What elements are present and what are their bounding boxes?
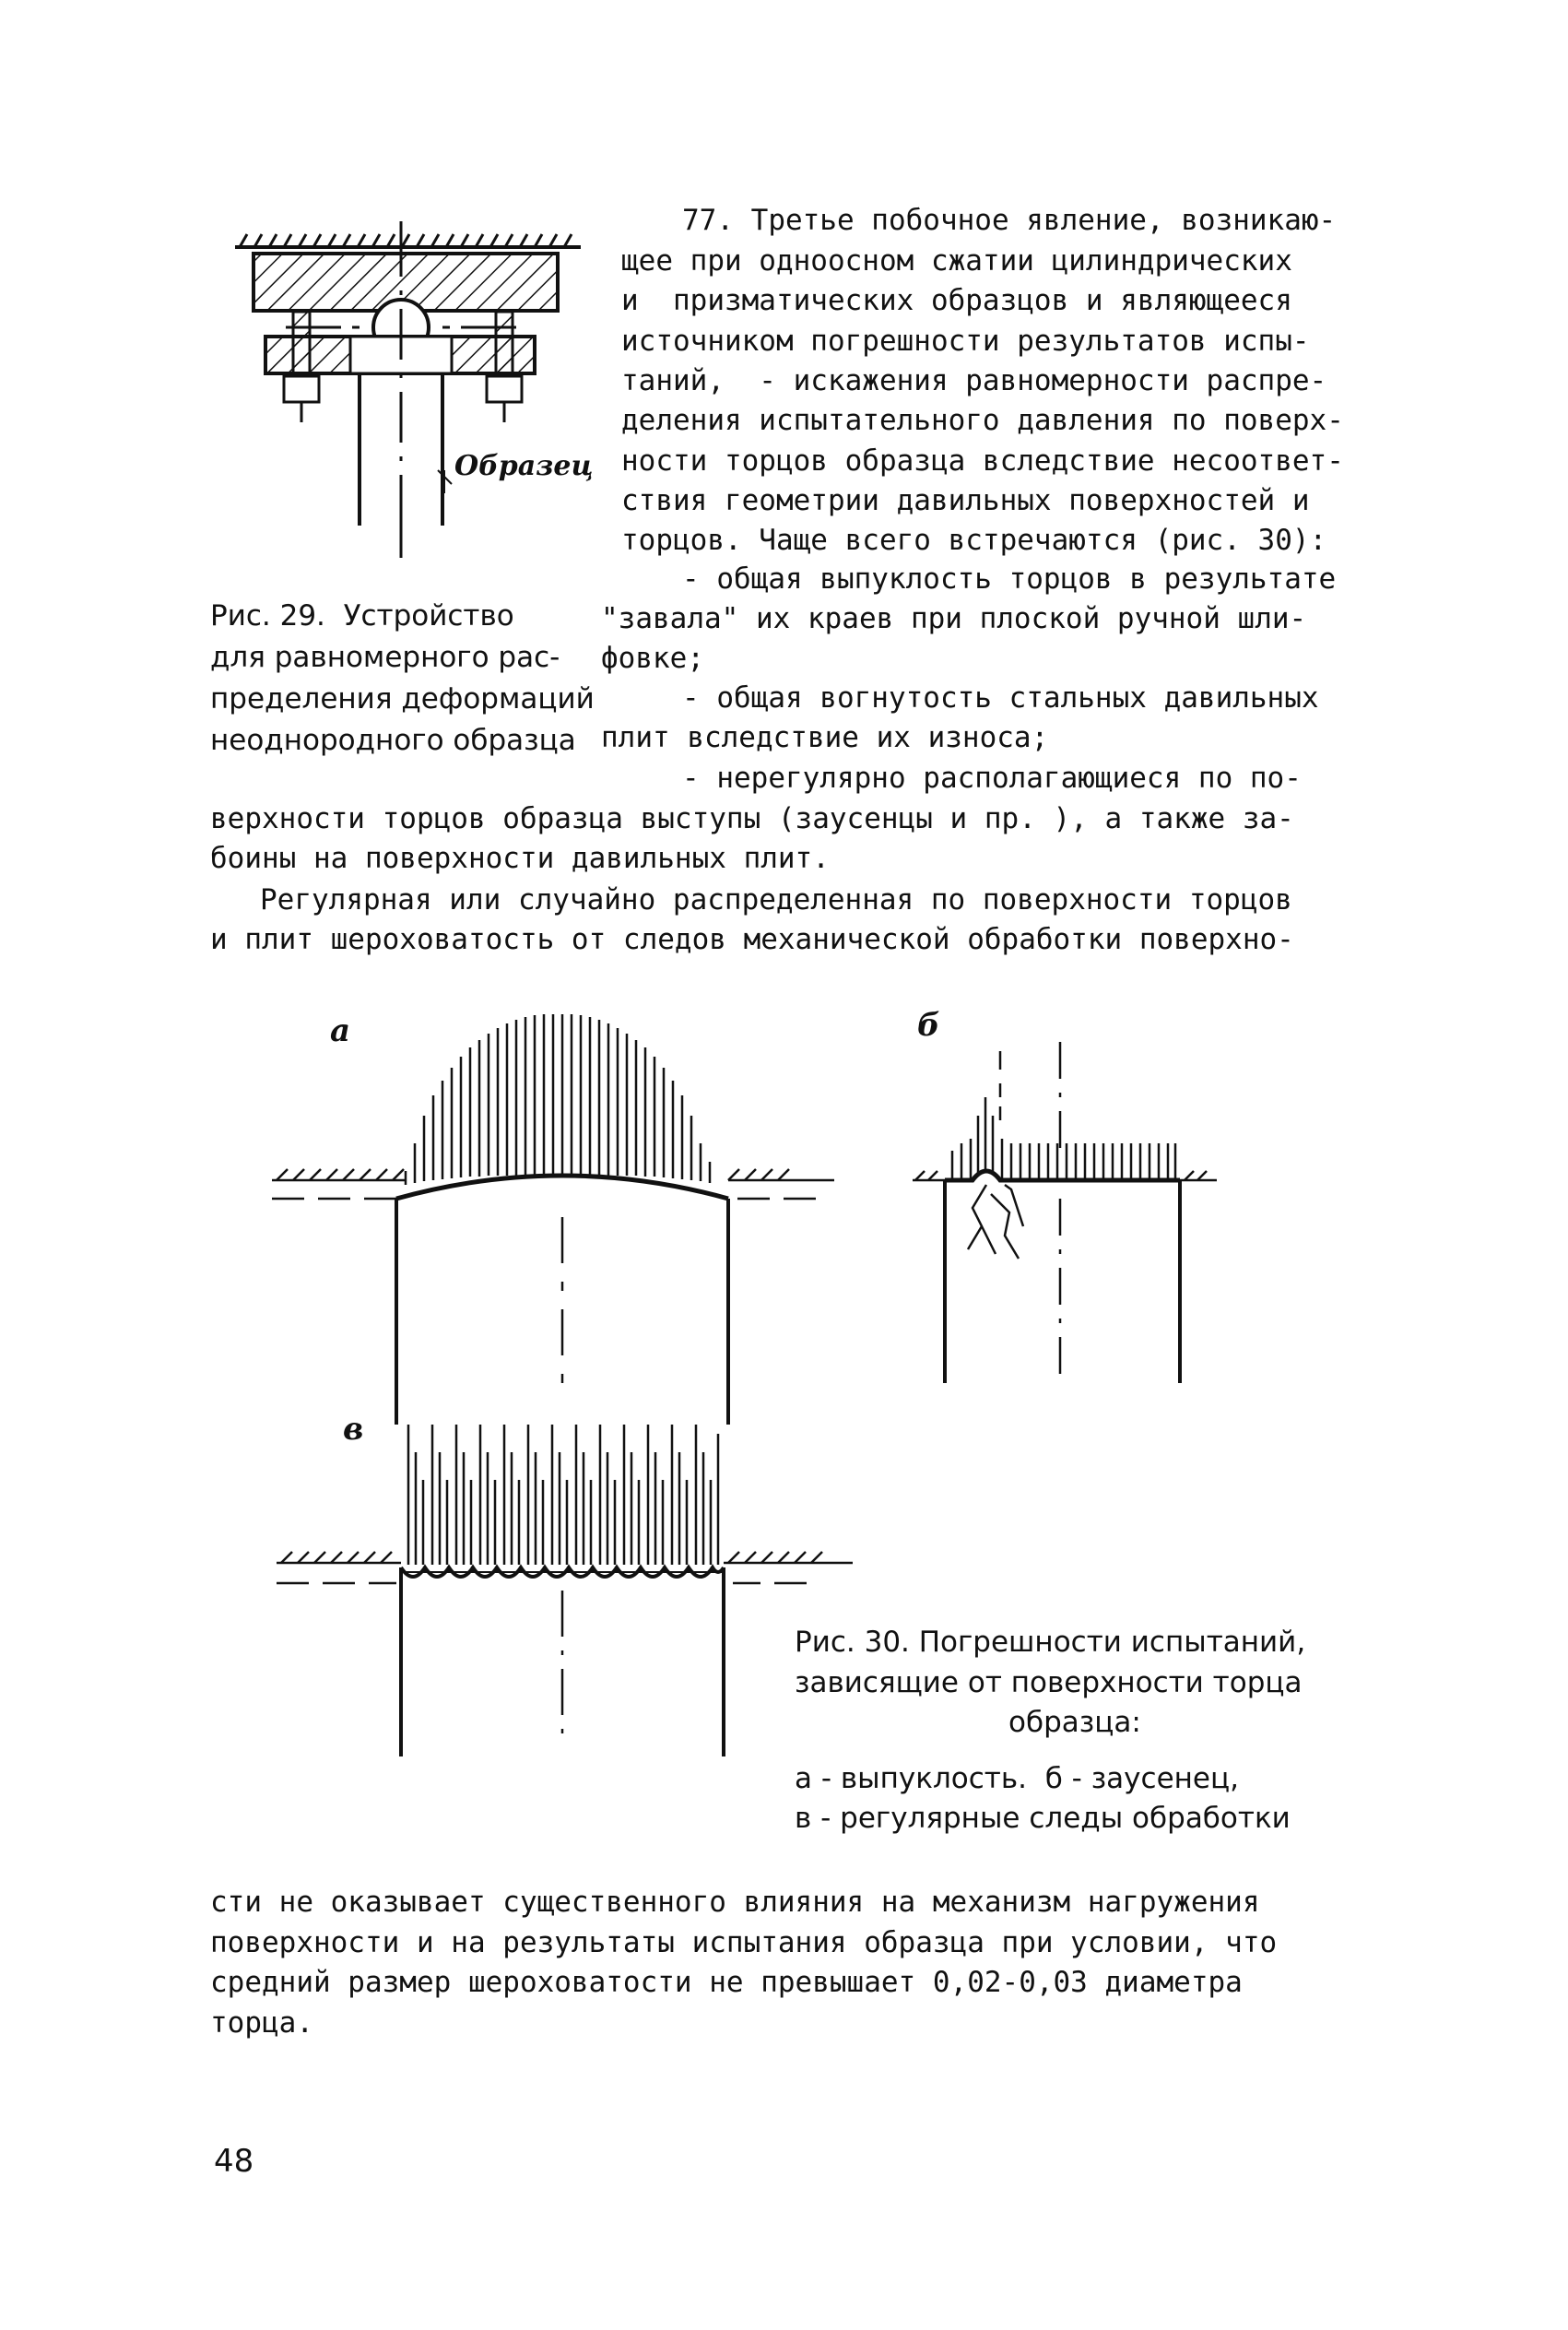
fig29-caption-line2: для равномерного рас- [210,641,560,674]
fig30-legend-line2: в - регулярные следы обработки [795,1802,1291,1835]
fig30-caption-line2: зависящие от поверхности торца [795,1666,1303,1699]
fig29-caption-line1: Рис. 29. Устройство [210,599,514,633]
fig29-caption-line4: неоднородного образца [210,724,576,757]
para77-line12: фовке; [601,642,704,675]
para77-line9: торцов. Чаще всего встречаются (рис. 30): [621,524,1327,557]
closing-line4: торца. [210,2006,313,2040]
para77-line3: и призматических образцов и являющееся [621,284,1292,317]
para77-line11: "завала" их краев при плоской ручной шли- [601,602,1307,635]
fig30-label-v: в [343,1411,364,1448]
para77-line14: плит вследствие их износа; [601,721,1049,754]
para77-line17: боины на поверхности давильных плит. [210,842,830,875]
fig29-device-drawing [230,221,590,572]
closing-line3: средний размер шероховатости не превышает 0,02-0,03 диаметра [210,1966,1243,1999]
fig29-caption-line3: пределения деформаций [210,682,595,716]
para77-line1: 77. Третье побочное явление, возникаю- [682,204,1337,237]
fig30-legend-line1: а - выпуклость. б - заусенец, [795,1762,1239,1795]
fig30-b-burr [908,1042,1221,1392]
para77-line19: и плит шероховатость от следов механической обработки поверхно- [210,923,1294,956]
para77-line16: верхности торцов образца выступы (заусенцы и пр. ), а также за- [210,802,1294,835]
para77-line18: Регулярная или случайно распределенная по поверхности торцов [260,883,1292,917]
fig30-label-b: б [917,1007,940,1044]
para77-line5: таний, - искажения равномерности распре- [621,364,1327,397]
para77-line10: - общая выпуклость торцов в результате [682,562,1337,596]
para77-line8: ствия геометрии давильных поверхностей и [621,484,1310,517]
para77-line15: - нерегулярно располагающиеся по по- [682,762,1302,795]
fig30-label-a: а [330,1012,351,1049]
para77-line7: ности торцов образца вследствие несоответ- [621,444,1344,478]
fig30-v-regular-marks [272,1406,871,1766]
closing-line2: поверхности и на результаты испытания образца при условии, что [210,1926,1278,1959]
closing-line1: сти не оказывает существенного влияния на механизм нагружения [210,1886,1260,1919]
para77-line2: щее при одноосном сжатии цилиндрических [621,244,1292,278]
para77-line13: - общая вогнутость стальных давильных [682,681,1319,715]
para77-line4: источником погрешности результатов испы- [621,325,1310,358]
fig30-caption-line3: образца: [1008,1706,1141,1739]
page-number: 48 [214,2143,254,2180]
fig30-a-convexity [267,1014,857,1438]
fig30-caption-line1: Рис. 30. Погрешности испытаний, [795,1626,1306,1659]
para77-line6: деления испытательного давления по поверх- [621,404,1344,437]
fig29-specimen-label: Образец [454,450,594,482]
